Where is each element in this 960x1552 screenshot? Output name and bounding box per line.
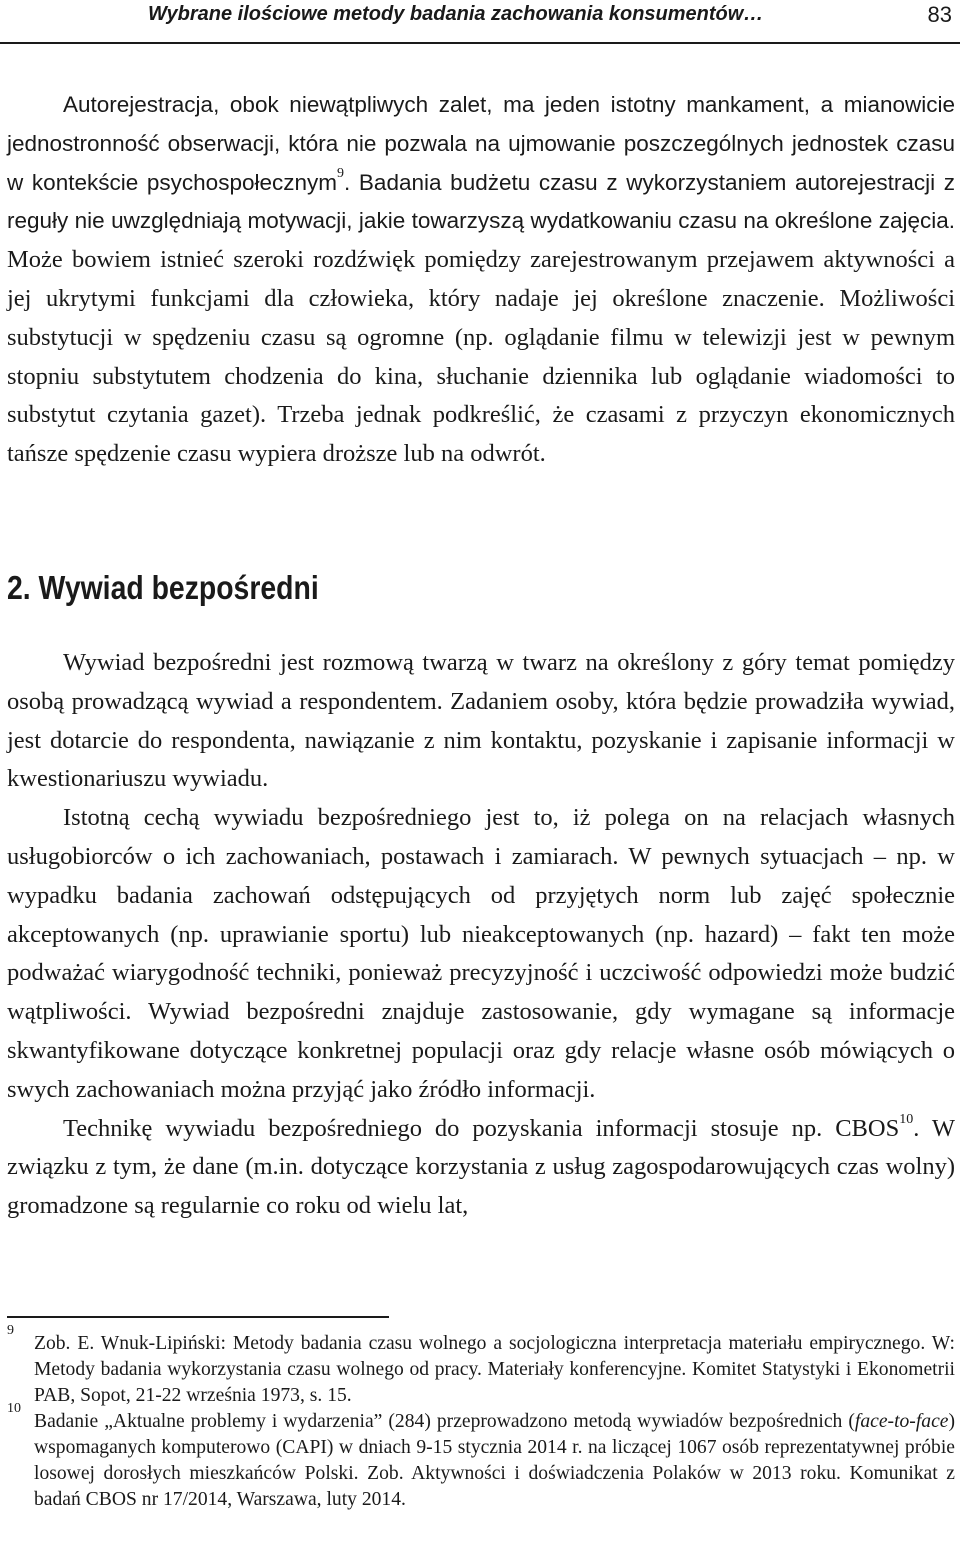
section-text-block	[7, 644, 955, 1226]
paragraph-autorejestracja	[7, 86, 955, 474]
footnote-reference: 9	[337, 166, 344, 182]
footnote-emphasis: face-to-face	[854, 1411, 949, 1432]
footnote-text: Badanie „Aktualne problemy i wydarzenia” (284) przeprowadzono metodą wywiadów bezpośrednich (	[34, 1411, 855, 1432]
footnote-mark: 9	[7, 1323, 14, 1338]
page-number: 83	[927, 2, 952, 27]
paragraph-characteristics: Istotną cechą wywiadu bezpośredniego jest to, iż polega on na relacjach własnych usługobiorców o ich zachowaniach, postawach i zamiarach. W pewnych sytuacjach – np. w wypadku badania zachowań odstępujących od przyjętych norm lub zajęć społecznie akceptowanych (np. uprawianie sportu) lub nieakceptowanych (np. hazard) – fakt ten może podważać wiarygodność techniki, ponieważ precyzyjność i uczciwość odpowiedzi może budzić wątpliwości. Wywiad bezpośredni znajduje zastosowanie, gdy wymagane są informacje skwantyfikowane dotyczące konkretnej populacji oraz gdy relacje własne osób mówiących o swych zachowaniach można przyjąć jako źródło informacji.	[7, 804, 955, 1103]
paragraph-text: Technikę wywiadu bezpośredniego do pozyskania informacji stosuje np. CBOS	[63, 1114, 900, 1142]
footnotes	[7, 1323, 955, 1513]
paragraph-cbos	[7, 1110, 955, 1226]
paragraph-text: Autorejestracja, obok niewątpliwych zalet, ma jeden istotny mankament, a mianowicie jednostronność obserwacji, która nie pozwala na ujmowanie poszczególnych jednostek czasu w kontekście psychospołecznym	[7, 92, 955, 195]
footnote-10	[7, 1401, 955, 1513]
footnote-9	[7, 1323, 955, 1409]
running-title: Wybrane ilościowe metody badania zachowania konsumentów…	[148, 3, 764, 25]
paragraph-text: . Badania budżetu czasu z wykorzystaniem autorejestracji z reguły nie uwzględniają motywacji, jakie towarzyszą wydatkowaniu czasu na określone zajęcia.	[7, 169, 956, 234]
footnote-text: Zob. E. Wnuk-Lipiński: Metody badania czasu wolnego a socjologiczna interpretacja materiału empirycznego. W: Metody badania wykorzystania czasu wolnego od pracy. Materiały konferencyjne. Komitet Statystyki i Ekonometrii PAB, Sopot, 21-22 września 1973, s. 15.	[34, 1333, 955, 1406]
footnote-separator	[7, 1316, 389, 1318]
footnote-reference: 10	[899, 1112, 914, 1128]
intro-text-block	[7, 86, 955, 474]
footnote-text: ) wspomaganych komputerowo (CAPI) w dniach 9-15 stycznia 2014 r. na liczącej 1067 osób reprezentatywnej próbie losowej dorosłych mieszkańców Polski. Zob. Aktywności i doświadczenia Polaków w 2013 roku. Komunikat z badań CBOS nr 17/2014, Warszawa, luty 2014.	[34, 1411, 955, 1510]
section-heading: 2. Wywiad bezpośredni	[7, 569, 319, 606]
paragraph-text: Może bowiem istnieć szeroki rozdźwięk pomiędzy zarejestrowanym przejawem aktywności a jej ukrytymi funkcjami dla człowieka, który nadaje jej określone znaczenie. Możliwości substytucji w spędzeniu czasu są ogromne (np. oglądanie filmu w telewizji jest w pewnym stopniu substytutem chodzenia do kina, słuchanie dziennika lub oglądanie wiadomości to substytut czytania gazet). Trzeba jednak podkreślić, że czasami z przyczyn ekonomicznych tańsze spędzenie czasu wypiera droższe lub na odwrót.	[7, 246, 955, 468]
paragraph-definition: Wywiad bezpośredni jest rozmową twarzą w twarz na określony z góry temat pomiędzy osobą prowadzącą wywiad a respondentem. Zadaniem osoby, która będzie prowadziła wywiad, jest dotarcie do respondenta, nawiązanie z nim kontaktu, pozyskanie i zapisanie informacji w kwestionariuszu wywiadu.	[7, 649, 955, 793]
footnote-mark: 10	[7, 1401, 21, 1416]
paragraph-text: . W związku z tym, że dane (m.in. dotyczące korzystania z usług zagospodarowujących czas wolny) gromadzone są regularnie co roku od wielu lat,	[7, 1114, 955, 1220]
running-header	[0, 0, 960, 44]
